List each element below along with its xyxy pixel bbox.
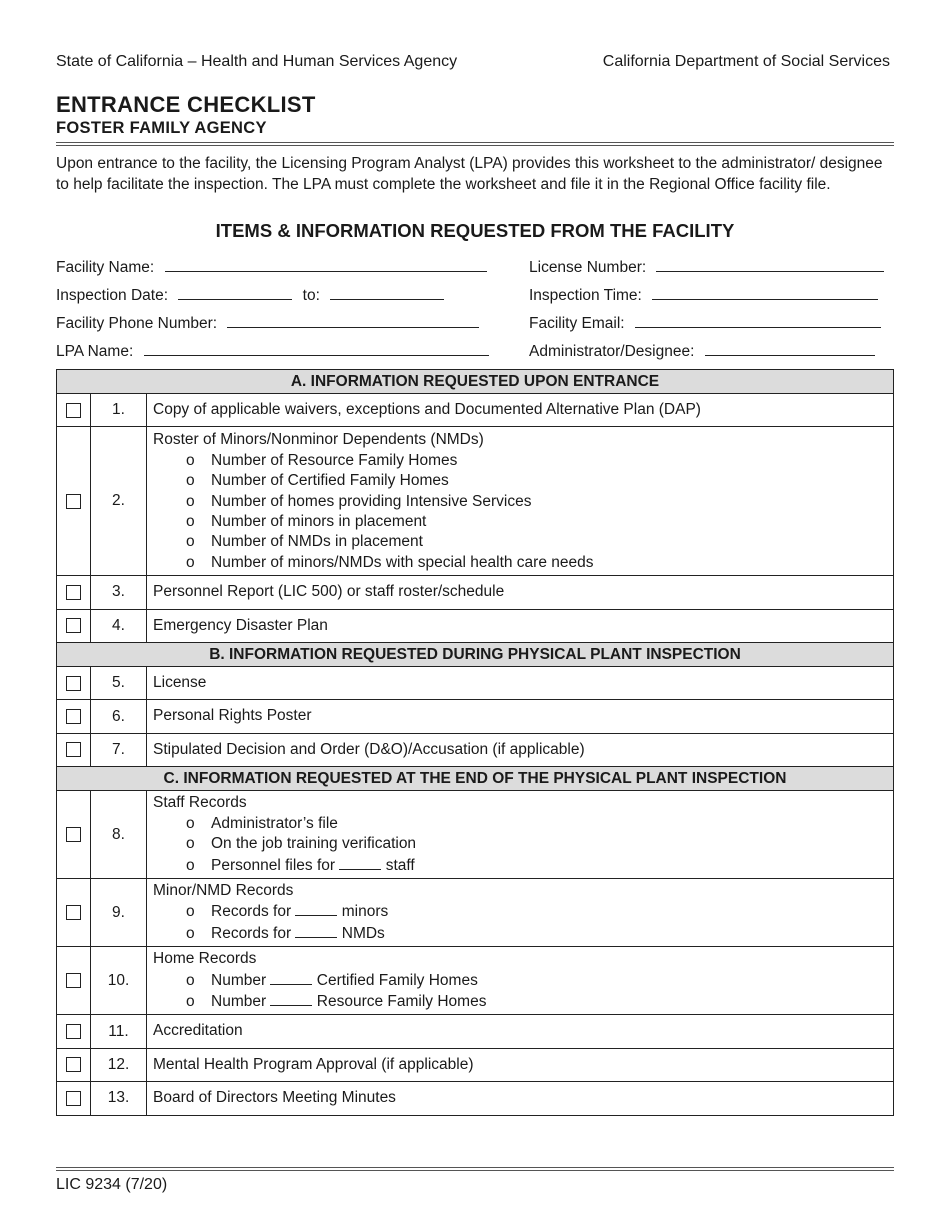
item-number: 8. (91, 791, 147, 879)
checkbox-item-3[interactable] (66, 585, 81, 600)
checkbox-item-2[interactable] (66, 494, 81, 509)
sub-item: o Number of homes providing Intensive Services (153, 492, 887, 512)
lpa-name-field[interactable] (56, 340, 489, 361)
department-header: California Department of Social Services (602, 53, 890, 70)
form-subtitle: FOSTER FAMILY AGENCY (56, 119, 267, 137)
administrator-field[interactable] (529, 340, 875, 361)
facility-name-label: Facility Name: (56, 259, 155, 276)
facility-phone-label: Facility Phone Number: (56, 315, 218, 332)
item-number: 5. (91, 667, 147, 700)
facility-email-line[interactable] (635, 312, 881, 328)
section-c-title: C. INFORMATION REQUESTED AT THE END OF THE PHYSICAL PLANT INSPECTION (57, 767, 894, 791)
sub-item: o Number Resource Family Homes (153, 991, 887, 1012)
checkbox-item-11[interactable] (66, 1024, 81, 1039)
title-divider (56, 142, 894, 146)
form-title: ENTRANCE CHECKLIST (56, 92, 316, 117)
bullet: o (186, 472, 195, 490)
facility-phone-field[interactable] (56, 312, 479, 333)
sub-item: o On the job training verification (153, 834, 887, 854)
items-section-title: ITEMS & INFORMATION REQUESTED FROM THE FACILITY (215, 220, 735, 241)
item-number: 1. (91, 394, 147, 427)
checkbox-item-4[interactable] (66, 618, 81, 633)
sub-item: o Records for NMDs (153, 923, 887, 944)
bullet: o (186, 992, 195, 1010)
inspection-time-label: Inspection Time: (529, 287, 642, 304)
table-row (57, 609, 894, 642)
checkbox-item-7[interactable] (66, 742, 81, 757)
administrator-label: Administrator/Designee: (529, 343, 695, 360)
table-row (57, 700, 894, 733)
license-number-label: License Number: (529, 259, 647, 276)
bullet: o (186, 553, 195, 571)
item-number: 6. (91, 700, 147, 733)
section-b-header-row (57, 643, 894, 667)
table-row (57, 791, 894, 879)
table-row (57, 1015, 894, 1048)
item-text: Copy of applicable waivers, exceptions and Documented Alternative Plan (DAP) (147, 394, 894, 427)
table-row (57, 667, 894, 700)
sub-item: o Records for minors (153, 901, 887, 922)
resource-homes-count-blank[interactable] (270, 991, 312, 1006)
section-b-title: B. INFORMATION REQUESTED DURING PHYSICAL PLANT INSPECTION (57, 643, 894, 667)
table-row (57, 427, 894, 576)
bullet: o (186, 451, 195, 469)
item-text: Stipulated Decision and Order (D&O)/Accusation (if applicable) (147, 733, 894, 766)
item-number: 9. (91, 878, 147, 946)
item-text: Home Records (153, 950, 257, 968)
sub-item: o Number of Resource Family Homes (153, 451, 887, 471)
item-number: 3. (91, 576, 147, 609)
item-text: Staff Records (153, 794, 247, 812)
facility-email-field[interactable] (529, 312, 881, 333)
sub-item: o Number of NMDs in placement (153, 532, 887, 552)
checklist-table (56, 369, 894, 1116)
checkbox-item-1[interactable] (66, 403, 81, 418)
checkbox-item-13[interactable] (66, 1091, 81, 1106)
agency-header: State of California – Health and Human Services Agency (56, 53, 458, 70)
item-text: Minor/NMD Records (153, 881, 294, 899)
item-number: 10. (91, 947, 147, 1015)
license-number-line[interactable] (656, 256, 884, 272)
inspection-time-line[interactable] (652, 284, 878, 300)
sub-item: o Personnel files for staff (153, 855, 887, 876)
checkbox-item-5[interactable] (66, 676, 81, 691)
item-number: 13. (91, 1082, 147, 1115)
facility-name-line[interactable] (165, 256, 487, 272)
item-text: Mental Health Program Approval (if applicable) (147, 1048, 894, 1081)
nmds-count-blank[interactable] (295, 923, 337, 938)
date-to-label: to: (302, 287, 320, 304)
bullet: o (186, 903, 195, 921)
inspection-time-field[interactable] (529, 284, 878, 305)
item-text: License (147, 667, 894, 700)
checkbox-item-8[interactable] (66, 827, 81, 842)
facility-name-field[interactable] (56, 256, 487, 277)
bullet: o (186, 856, 195, 874)
item-number: 2. (91, 427, 147, 576)
license-number-field[interactable] (529, 256, 884, 277)
item-number: 4. (91, 609, 147, 642)
item-text: Personnel Report (LIC 500) or staff roster/schedule (147, 576, 894, 609)
bullet: o (186, 835, 195, 853)
bullet: o (186, 492, 195, 510)
item-text: Accreditation (147, 1015, 894, 1048)
table-row (57, 576, 894, 609)
section-c-header-row (57, 767, 894, 791)
inspection-date-to-line[interactable] (330, 284, 444, 300)
item-number: 7. (91, 733, 147, 766)
item-text: Emergency Disaster Plan (147, 609, 894, 642)
form-number: LIC 9234 (7/20) (56, 1176, 168, 1193)
inspection-date-label: Inspection Date: (56, 287, 169, 304)
lpa-name-label: LPA Name: (56, 343, 134, 360)
sub-item: o Administrator’s file (153, 814, 887, 834)
bullet: o (186, 513, 195, 531)
intro-paragraph: Upon entrance to the facility, the Licensing Program Analyst (LPA) provides this worksheet to the administrator/ designee to help facilitate the inspection. The LPA must complete the worksheet and file it in the Regional Office facility file. (56, 155, 883, 193)
item-number: 12. (91, 1048, 147, 1081)
section-a-header-row (57, 370, 894, 394)
facility-email-label: Facility Email: (529, 315, 625, 332)
checkbox-item-10[interactable] (66, 973, 81, 988)
bullet: o (186, 971, 195, 989)
inspection-date-field[interactable] (56, 284, 444, 305)
bullet: o (186, 924, 195, 942)
sub-item: o Number Certified Family Homes (153, 970, 887, 991)
certified-homes-count-blank[interactable] (270, 970, 312, 985)
facility-phone-line[interactable] (227, 312, 479, 328)
table-row (57, 1048, 894, 1081)
bullet: o (186, 814, 195, 832)
table-row (57, 394, 894, 427)
item-number: 11. (91, 1015, 147, 1048)
checkbox-item-6[interactable] (66, 709, 81, 724)
checkbox-item-12[interactable] (66, 1057, 81, 1072)
checkbox-item-9[interactable] (66, 905, 81, 920)
item-text: Board of Directors Meeting Minutes (147, 1082, 894, 1115)
item-text: Personal Rights Poster (147, 700, 894, 733)
table-row (57, 878, 894, 946)
lpa-name-line[interactable] (144, 340, 489, 356)
staff-count-blank[interactable] (339, 855, 381, 870)
administrator-line[interactable] (705, 340, 875, 356)
table-row (57, 733, 894, 766)
table-row (57, 1082, 894, 1115)
inspection-date-from-line[interactable] (178, 284, 292, 300)
footer-divider (56, 1167, 894, 1171)
bullet: o (186, 533, 195, 551)
minors-count-blank[interactable] (295, 901, 337, 916)
section-a-title: A. INFORMATION REQUESTED UPON ENTRANCE (57, 370, 894, 394)
sub-item: o Number of minors/NMDs with special health care needs (153, 553, 887, 573)
table-row (57, 947, 894, 1015)
sub-item: o Number of Certified Family Homes (153, 471, 887, 491)
item-text: Roster of Minors/Nonminor Dependents (NMDs) (153, 431, 484, 449)
sub-item: o Number of minors in placement (153, 512, 887, 532)
